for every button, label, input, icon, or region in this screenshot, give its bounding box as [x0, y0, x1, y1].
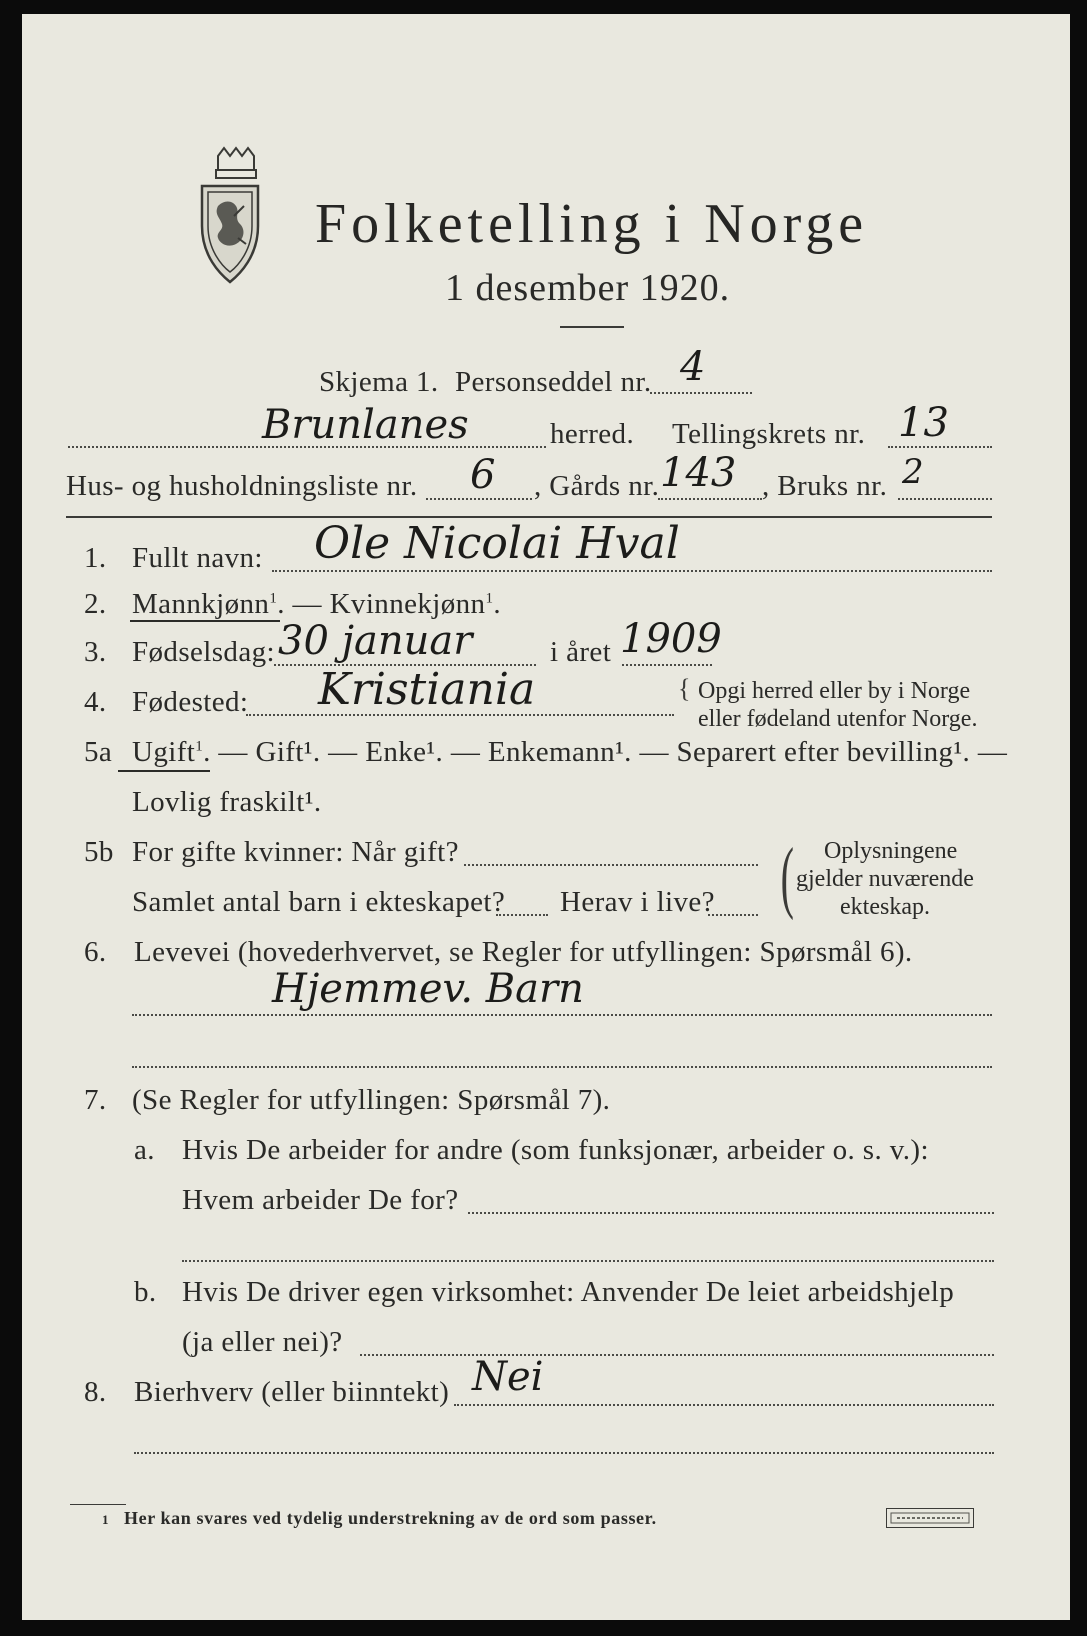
- q3-year-label: i året: [550, 636, 612, 668]
- q8-line1: [454, 1404, 994, 1406]
- q1-number: 1.: [84, 542, 107, 574]
- q7b-label2: (ja eller nei)?: [182, 1326, 343, 1358]
- q4-note-line1: Opgi herred eller by i Norge: [698, 678, 971, 704]
- q3-label: Fødselsdag:: [132, 636, 275, 668]
- q5a-ugift: Ugift: [132, 736, 196, 768]
- hus-line: [426, 498, 532, 500]
- q4-note-brace: {: [678, 674, 691, 703]
- q2-options: Mannkjønn$^1$. — Kvinnekjønn$^1$.: [132, 588, 501, 620]
- q3-year-line: [622, 664, 712, 666]
- tellingskrets-value: 13: [898, 400, 949, 446]
- q1-value: Ole Nicolai Hval: [314, 518, 680, 569]
- q7b-letter: b.: [134, 1276, 157, 1308]
- personseddel-line: [650, 392, 752, 394]
- q7b-label1: Hvis De driver egen virksomhet: Anvender De leiet arbeidshjelp: [182, 1276, 955, 1308]
- q7b-line: [360, 1354, 994, 1356]
- q8-value: Nei: [472, 1354, 544, 1400]
- q2-male: Mannkjønn: [132, 588, 270, 620]
- gards-label: , Gårds nr.: [534, 470, 660, 502]
- q5a-line2: Lovlig fraskilt¹.: [132, 786, 322, 818]
- tellingskrets-label: Tellingskrets nr.: [672, 418, 866, 450]
- footnote-marker: 1: [102, 1512, 110, 1527]
- q1-label: Fullt navn:: [132, 542, 263, 574]
- printer-stamp-icon: [886, 1508, 974, 1528]
- q5b-label2: Samlet antal barn i ekteskapet?: [132, 886, 506, 918]
- form-title: Folketelling i Norge: [315, 193, 869, 255]
- bruks-label: , Bruks nr.: [762, 470, 888, 502]
- q3-value: 30 januar: [278, 618, 473, 664]
- q7-number: 7.: [84, 1084, 107, 1116]
- census-form-page: [22, 14, 1070, 1620]
- personseddel-label: Personseddel nr.: [455, 366, 652, 398]
- q5b-note-line3: ekteskap.: [840, 894, 930, 920]
- q8-number: 8.: [84, 1376, 107, 1408]
- q6-number: 6.: [84, 936, 107, 968]
- q3-year-value: 1909: [620, 616, 722, 662]
- q7a-line1: [468, 1212, 994, 1214]
- q7a-label2: Hvem arbeider De for?: [182, 1184, 459, 1216]
- q5b-barn-line: [496, 914, 548, 916]
- q8-line2: [134, 1452, 994, 1454]
- q5b-live-line: [708, 914, 758, 916]
- q5b-note-brace: (: [780, 833, 794, 921]
- title-divider: [560, 326, 624, 328]
- herred-value: Brunlanes: [262, 402, 469, 448]
- q2-male-underline: [130, 620, 280, 622]
- q7a-letter: a.: [134, 1134, 155, 1166]
- q3-number: 3.: [84, 636, 107, 668]
- q6-label: Levevei (hovederhvervet, se Regler for utfyllingen: Spørsmål 6).: [134, 936, 913, 968]
- q7a-label1: Hvis De arbeider for andre (som funksjonær, arbeider o. s. v.):: [182, 1134, 929, 1166]
- q1-line: [272, 570, 992, 572]
- q5b-number: 5b: [84, 836, 114, 868]
- q7-label: (Se Regler for utfyllingen: Spørsmål 7).: [132, 1084, 611, 1116]
- bruks-line: [898, 498, 992, 500]
- q2-number: 2.: [84, 588, 107, 620]
- q5a-ugift-underline: [118, 770, 210, 772]
- q5b-label1: For gifte kvinner: Når gift?: [132, 836, 459, 868]
- hus-label: Hus- og husholdningsliste nr.: [66, 470, 418, 502]
- q6-line2: [132, 1066, 992, 1068]
- q4-number: 4.: [84, 686, 107, 718]
- q5a-number: 5a: [84, 736, 113, 768]
- bruks-value: 2: [902, 452, 924, 492]
- q5b-note-line1: Oplysningene: [824, 838, 958, 864]
- q5a-options: Ugift$^1$. — Gift¹. — Enke¹. — Enkemann¹. — Separert efter bevilling¹. —: [132, 736, 1008, 768]
- gards-value: 143: [660, 450, 737, 496]
- q6-value: Hjemmev. Barn: [272, 966, 584, 1012]
- q8-label: Bierhverv (eller biinntekt): [134, 1376, 450, 1408]
- hus-value: 6: [470, 452, 496, 498]
- footnote-text: Her kan svares ved tydelig understrekning av de ord som passer.: [124, 1508, 657, 1528]
- coat-of-arms-icon: [188, 146, 272, 296]
- q5b-gift-line: [464, 864, 758, 866]
- q4-label: Fødested:: [132, 686, 249, 718]
- q4-value: Kristiania: [318, 664, 536, 715]
- footnote-rule: [70, 1504, 126, 1505]
- gards-line: [658, 498, 762, 500]
- form-date: 1 desember 1920.: [445, 267, 731, 309]
- q7a-line2: [182, 1260, 994, 1262]
- tellingskrets-line: [888, 446, 992, 448]
- personseddel-value: 4: [680, 344, 706, 390]
- q5b-note-line2: gjelder nuværende: [796, 866, 974, 892]
- q6-line1: [132, 1014, 992, 1016]
- q5b-label3: Herav i live?: [560, 886, 715, 918]
- skjema-label: Skjema 1.: [319, 366, 439, 398]
- herred-label: herred.: [550, 418, 635, 450]
- q4-note-line2: eller fødeland utenfor Norge.: [698, 706, 978, 732]
- q2-female: Kvinnekjønn: [329, 588, 486, 620]
